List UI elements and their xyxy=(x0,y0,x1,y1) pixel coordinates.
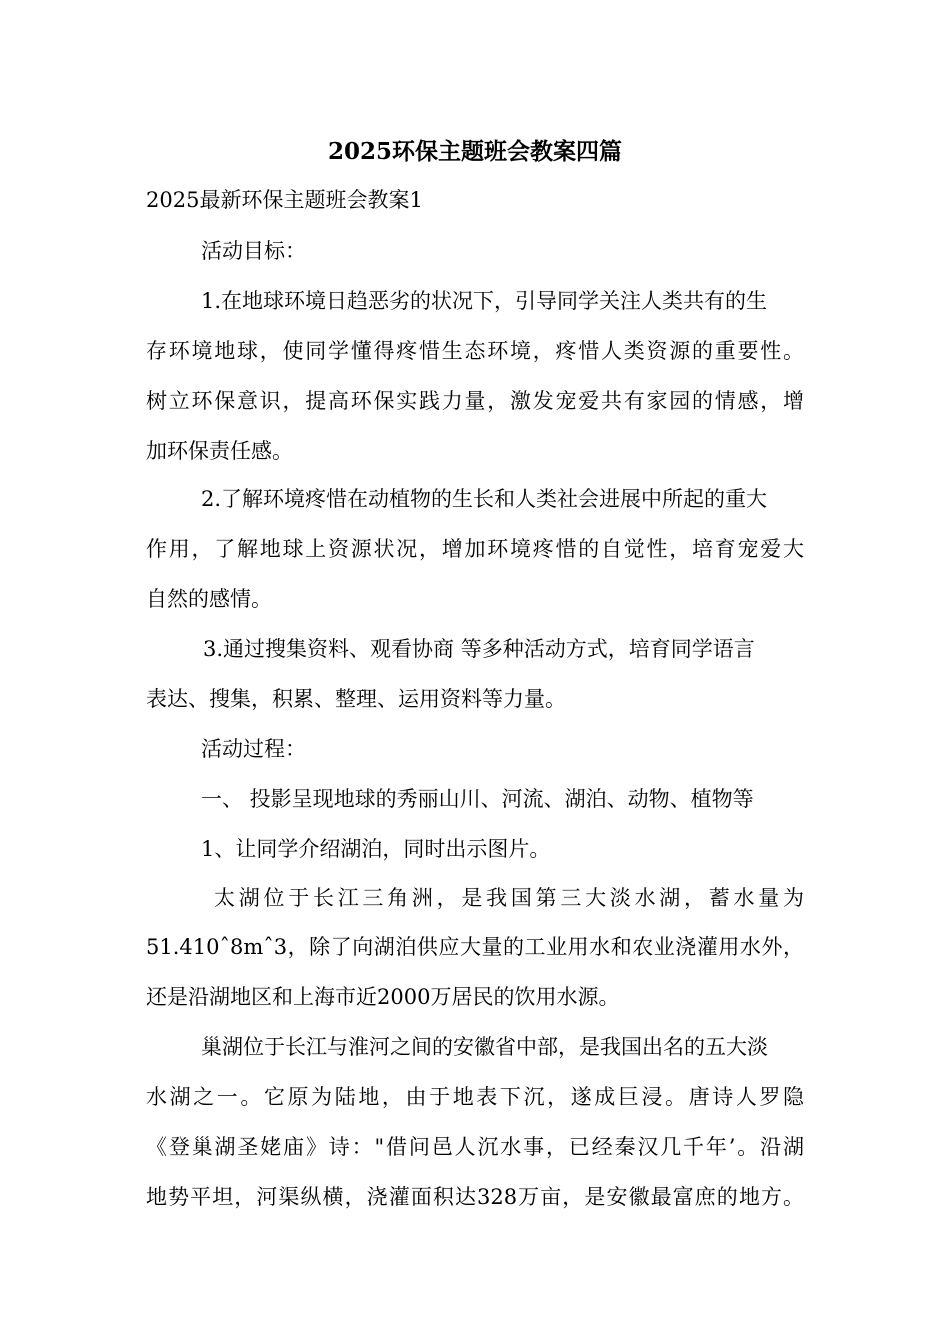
goal2-line: 自然的感情。 xyxy=(146,587,272,611)
taihu-line: 51.410ˆ8mˆ3，除了向湖泊供应大量的工业用水和农业浇灌用水外， xyxy=(146,935,804,959)
goals-heading: 活动目标： xyxy=(201,239,306,263)
process-step-one: 一、 投影呈现地球的秀丽山川、河流、湖泊、动物、植物等 xyxy=(201,787,754,811)
goal3-line: 表达、搜集，积累、整理、运用资料等力量。 xyxy=(146,687,566,711)
taihu-line: 还是沿湖地区和上海市近2000万居民的饮用水源。 xyxy=(146,985,620,1009)
taihu-line: 太湖位于长江三角洲，是我国第三大淡水湖，蓄水量为 xyxy=(214,886,804,910)
lesson-plan-subtitle: 2025最新环保主题班会教案1 xyxy=(146,188,423,212)
goal1-line: 树立环保意识，提高环保实践力量，激发宠爱共有家园的情感，增 xyxy=(146,389,804,413)
goal1-line: 加环保责任感。 xyxy=(146,439,293,463)
document-title: 2025环保主题班会教案四篇 xyxy=(327,138,622,165)
chaohu-line: 地势平坦，河渠纵横，浇灌面积达328万亩，是安徽最富庶的地方。 xyxy=(146,1185,804,1209)
chaohu-line: 水湖之一。它原为陆地，由于地表下沉，遂成巨浸。唐诗人罗隐 xyxy=(146,1085,804,1109)
goal3-line: 3.通过搜集资料、观看协商 等多种活动方式，培育同学语言 xyxy=(203,637,755,661)
chaohu-line: 《登巢湖圣姥庙》诗："借问邑人沉水事，已经秦汉几千年’。沿湖 xyxy=(146,1135,804,1159)
goal2-line: 2.了解环境疼惜在动植物的生长和人类社会进展中所起的重大 xyxy=(201,487,768,511)
goal1-line: 存环境地球，使同学懂得疼惜生态环境，疼惜人类资源的重要性。 xyxy=(146,339,804,363)
process-step-1-1: 1、让同学介绍湖泊，同时出示图片。 xyxy=(201,837,551,861)
process-heading: 活动过程： xyxy=(201,737,306,761)
chaohu-line: 巢湖位于长江与淮河之间的安徽省中部，是我国出名的五大淡 xyxy=(201,1035,768,1059)
goal2-line: 作用，了解地球上资源状况，增加环境疼惜的自觉性，培育宠爱大 xyxy=(146,537,804,561)
goal1-line: 1.在地球环境日趋恶劣的状况下，引导同学关注人类共有的生 xyxy=(201,289,768,313)
